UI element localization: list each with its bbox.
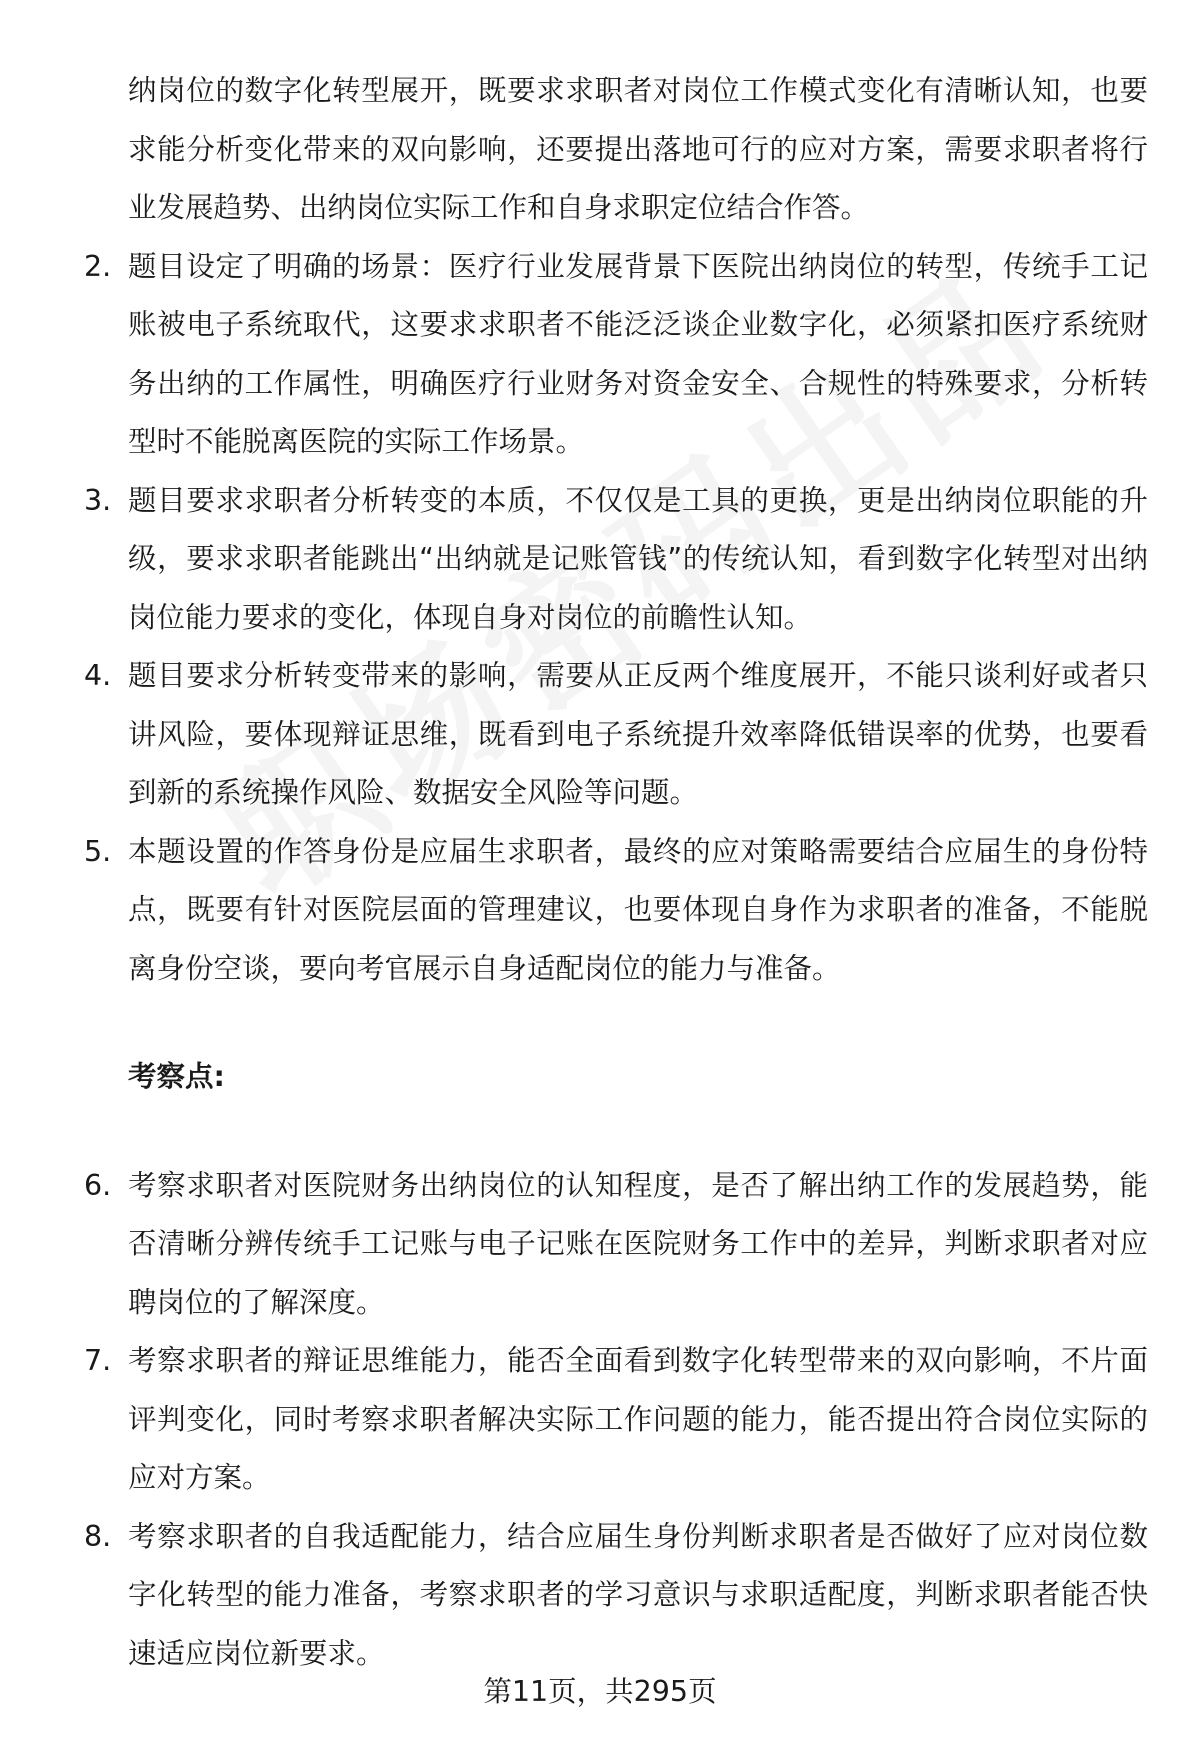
list-text: 题目要求求职者分析转变的本质，不仅仅是工具的更换，更是出纳岗位职能的升级，要求求职者能跳出“出纳就是记账管钱”的传统认知，看到数字化转型对出纳岗位能力要求的变化，体现自身对岗位的前瞻性认知。 (128, 483, 1148, 634)
list-number: 7. (84, 1344, 112, 1377)
list-item (0, 472, 1148, 648)
section-heading: 考察点: (128, 1060, 225, 1093)
page-content (0, 62, 1200, 1683)
list-text: 考察求职者的自我适配能力，结合应届生身份判断求职者是否做好了应对岗位数字化转型的能力准备，考察求职者的学习意识与求职适配度，判断求职者能否快速适应岗位新要求。 (128, 1519, 1148, 1670)
list-number: 6. (84, 1168, 112, 1202)
list-text: 题目设定了明确的场景：医疗行业发展背景下医院出纳岗位的转型，传统手工记账被电子系统取代，这要求求职者不能泛泛谈企业数字化，必须紧扣医疗系统财务出纳的工作属性，明确医疗行业财务对资金安全、合规性的特殊要求，分析转型时不能脱离医院的实际工作场景。 (128, 249, 1148, 458)
question-analysis-list (0, 238, 1200, 999)
list-text: 考察求职者对医院财务出纳岗位的认知程度，是否了解出纳工作的发展趋势，能否清晰分辨传统手工记账与电子记账在医院财务工作中的差异，判断求职者对应聘岗位的了解深度。 (128, 1168, 1148, 1319)
list-item (0, 1157, 1148, 1333)
intro-paragraph: 纳岗位的数字化转型展开，既要求求职者对岗位工作模式变化有清晰认知，也要求能分析变化带来的双向影响，还要提出落地可行的应对方案，需要求职者将行业发展趋势、出纳岗位实际工作和自身求职定位结合作答。 (128, 74, 1148, 224)
list-number: 8. (84, 1519, 112, 1553)
list-number: 5. (84, 834, 112, 868)
list-number: 4. (84, 659, 112, 692)
assessment-points-list (0, 1157, 1200, 1684)
list-text: 考察求职者的辩证思维能力，能否全面看到数字化转型带来的双向影响，不片面评判变化，同时考察求职者解决实际工作问题的能力，能否提出符合岗位实际的应对方案。 (128, 1344, 1148, 1494)
list-item (0, 1508, 1148, 1684)
list-text: 题目要求分析转变带来的影响，需要从正反两个维度展开，不能只谈利好或者只讲风险，要体现辩证思维，既看到电子系统提升效率降低错误率的优势，也要看到新的系统操作风险、数据安全风险等问题。 (128, 659, 1148, 809)
list-item (0, 1332, 1148, 1508)
list-item (0, 823, 1148, 999)
list-item (0, 647, 1148, 823)
list-number: 3. (84, 483, 112, 517)
list-number: 2. (84, 249, 112, 283)
list-item (0, 238, 1148, 472)
page-number-footer: 第11页，共295页 (483, 1675, 717, 1708)
list-text: 本题设置的作答身份是应届生求职者，最终的应对策略需要结合应届生的身份特点，既要有针对医院层面的管理建议，也要体现自身作为求职者的准备，不能脱离身份空谈，要向考官展示自身适配岗位的能力与准备。 (128, 834, 1148, 985)
